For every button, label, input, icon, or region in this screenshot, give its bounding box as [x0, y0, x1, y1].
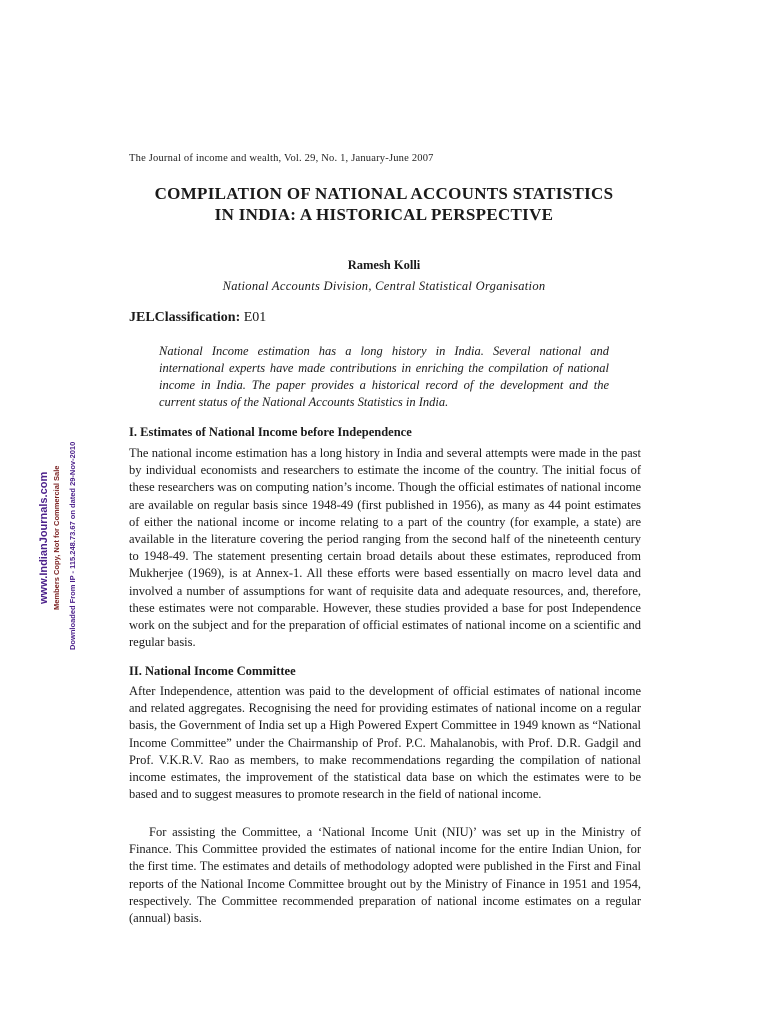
section-1-paragraph-1: The national income estimation has a long history in India and several attempts were made in the past by individual economists and researchers to estimate the income of the country. The initial focus of these researchers was on computing nation’s income. Though the official estimates of national income are available on regular basis since 1948-49 (first published in 1956), as many as 44 point estimates of either the national income or income relating to a part of the country (for example, a state) are available in the literature covering the period ranging from the second half of the nineteenth century to 1948-49. The statement presenting certain broad details about these estimates, reproduced from Mukherjee (1969), is at Annex-1. All these efforts were based essentially on macro level data and involved a number of assumptions for want of requisite data and adequate resources, and, therefore, these estimates were not comparable. However, these studies provided a base for post Independence work on the subject and for the preparation of official estimates of national income on a scientific and regular basis. [129, 446, 641, 650]
section-2-paragraph-2: For assisting the Committee, a ‘National Income Unit (NIU)’ was set up in the Ministry of Finance. This Committee provided the estimates of national income for the entire Indian Union, for the first time. The estimates and details of methodology adopted were published in the First and Final reports of the National Income Committee brought out by the Ministry of Finance in 1951 and 1954, respectively. The Committee recommended preparation of national income estimates on a regular (annual) basis. [129, 825, 641, 926]
watermark-download: Downloaded From IP - 115.248.73.67 on dated 29-Nov-2010 [68, 441, 77, 650]
jel-label: JELClassification: [129, 310, 241, 325]
journal-citation: The Journal of income and wealth, Vol. 29, No. 1, January-June 2007 [129, 153, 434, 164]
title-line-2: IN INDIA: A HISTORICAL PERSPECTIVE [214, 205, 554, 224]
title-line-1: COMPILATION OF NATIONAL ACCOUNTS STATISTICS [154, 184, 614, 203]
section-heading-2: II. National Income Committee [129, 664, 296, 678]
download-watermark [14, 438, 76, 650]
jel-classification [129, 310, 266, 326]
section-heading-1: I. Estimates of National Income before Independence [129, 425, 412, 439]
abstract: National Income estimation has a long history in India. Several national and international experts have made contributions in enriching the compilation of national income in India. The paper provides a historical record of the development and the current status of the National Accounts Statistics in India. [159, 344, 609, 409]
section-2-paragraph-1: After Independence, attention was paid to the development of official estimates of national income and related aggregates. Recognising the need for providing estimates of national income on a regular basis, the Government of India set up a High Powered Expert Committee in 1949 known as “National Income Committee” under the Chairmanship of Prof. P.C. Mahalanobis, with Prof. D.R. Gadgil and Prof. V.K.R.V. Rao as members, to make recommendations regarding the compilation of national income estimates, the improvement of the statistical data base on which the estimates were to be based and to suggest measures to promote research in the field of national income. [129, 684, 641, 802]
author-name: Ramesh Kolli [347, 258, 421, 272]
watermark-site: www.IndianJournals.com [38, 471, 50, 604]
jel-value: E01 [243, 310, 267, 325]
watermark-notice: Members Copy, Not for Commercial Sale [52, 465, 61, 610]
paper-title [100, 183, 668, 225]
author-affiliation: National Accounts Division, Central Statistical Organisation [222, 279, 546, 293]
